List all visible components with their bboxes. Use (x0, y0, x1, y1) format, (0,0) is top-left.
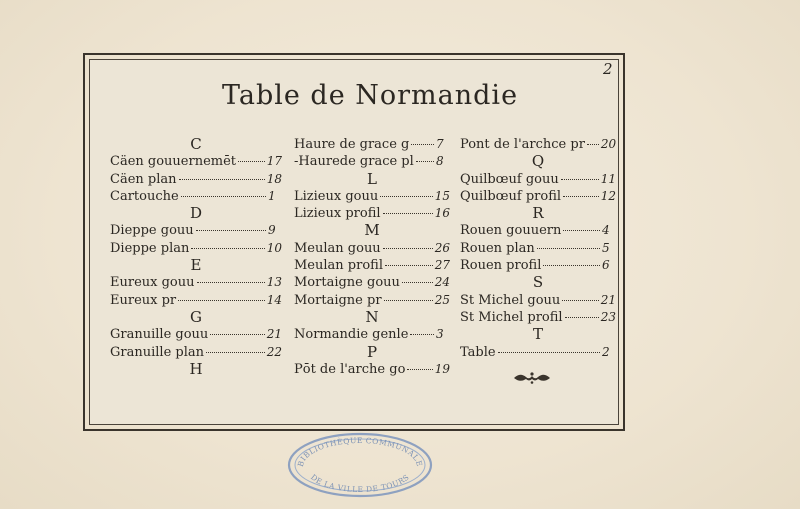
entry-name: Pōt de l'arche go (294, 361, 406, 377)
index-column-1 (110, 136, 282, 378)
dot-leader (191, 248, 264, 249)
index-entry (294, 257, 450, 274)
entry-name: Meulan profil (294, 258, 383, 274)
entry-page-number: 25 (434, 292, 450, 307)
entry-name: Granuille plan (110, 344, 204, 360)
section-letter: D (189, 204, 203, 223)
section-letter: L (367, 169, 377, 188)
entry-name: Quilbœuf profil (460, 188, 562, 204)
dot-leader (181, 196, 266, 197)
entry-page-number: 13 (266, 275, 282, 290)
dot-leader (561, 179, 599, 180)
entry-page-number: 20 (600, 137, 617, 151)
index-entry (294, 205, 450, 222)
section-letter: N (365, 307, 379, 326)
stamp-bottom-text: DE LA VILLE DE TOURS (308, 472, 412, 495)
dot-leader (196, 230, 266, 231)
dot-leader (416, 161, 434, 162)
entry-name: Granuille gouu (110, 327, 209, 343)
section-letter: T (532, 325, 543, 344)
section-letter: M (364, 221, 380, 240)
dot-leader (410, 334, 434, 335)
stamp-top-text: BIBLIOTHÈQUE COMMUNALE (295, 435, 425, 468)
entry-name: Rouen gouuern (460, 223, 562, 239)
dot-leader (562, 300, 598, 301)
entry-name: Eureux pr (110, 292, 177, 308)
index-entry (110, 326, 282, 343)
entry-page-number: 7 (436, 137, 444, 151)
entry-page-number: 17 (266, 154, 282, 169)
entry-name: Rouen plan (460, 240, 535, 256)
dot-leader (383, 248, 433, 249)
entry-page-number: 3 (436, 327, 444, 342)
entry-page-number: 15 (434, 188, 450, 203)
entry-name: Cäen plan (110, 171, 177, 187)
index-entry (460, 240, 616, 257)
index-entry (294, 361, 450, 378)
index-entry (110, 188, 282, 205)
entry-name: Haure de grace g (294, 137, 410, 152)
entry-name: Dieppe plan (110, 240, 190, 256)
index-column-2 (294, 136, 450, 378)
entry-page-number: 9 (268, 223, 276, 238)
library-stamp (287, 432, 433, 498)
index-entry (294, 274, 450, 291)
index-entry (110, 240, 282, 257)
section-letter: G (190, 307, 202, 326)
index-entry (110, 344, 282, 361)
index-entry (110, 222, 282, 239)
entry-page-number: 27 (434, 258, 450, 273)
section-letter: R (532, 204, 544, 223)
entry-page-number: 6 (602, 258, 610, 273)
fleuron-ornament-icon (512, 371, 552, 385)
entry-page-number: 10 (266, 240, 282, 255)
entry-name: Quilbœuf gouu (460, 171, 559, 187)
entry-name: St Michel gouu (460, 292, 561, 308)
entry-page-number: 2 (602, 344, 610, 359)
index-column-3 (460, 136, 616, 361)
section-letter: C (190, 135, 202, 153)
index-entry (110, 274, 282, 291)
index-entry (460, 171, 616, 188)
entry-name: Mortaigne pr (294, 292, 382, 308)
entry-page-number: 19 (434, 361, 450, 376)
index-entry (460, 188, 616, 205)
entry-name: Dieppe gouu (110, 223, 194, 239)
entry-name: Cäen gouuernemēt (110, 154, 237, 170)
entry-page-number: 5 (602, 240, 610, 255)
dot-leader (543, 265, 600, 266)
index-entry (460, 136, 616, 153)
entry-page-number: 22 (266, 344, 282, 359)
index-entry (110, 153, 282, 170)
dot-leader (238, 161, 265, 162)
index-entry (294, 292, 450, 309)
index-entry (110, 292, 282, 309)
entry-page-number: 12 (600, 188, 616, 203)
entry-page-number: 21 (600, 292, 616, 307)
entry-page-number: 14 (266, 292, 282, 307)
section-letter: H (189, 359, 203, 378)
entry-name: St Michel profil (460, 309, 563, 325)
index-entry (294, 326, 450, 343)
section-letter: P (366, 342, 378, 361)
entry-name: Lizieux gouu (294, 188, 379, 204)
dot-leader (587, 144, 599, 145)
dot-leader (402, 282, 433, 283)
dot-leader (537, 248, 600, 249)
dot-leader (563, 230, 600, 231)
dot-leader (384, 300, 433, 301)
entry-name: Table (460, 344, 496, 360)
index-entry (294, 188, 450, 205)
page-title-text: Table de Normandie (221, 80, 519, 111)
index-entry (294, 136, 450, 153)
dot-leader (563, 196, 599, 197)
dot-leader (206, 352, 265, 353)
entry-page-number: 24 (434, 275, 450, 290)
section-letter: Q (531, 152, 545, 171)
dot-leader (385, 265, 433, 266)
page-title (0, 80, 800, 111)
entry-page-number: 18 (266, 171, 282, 186)
index-entry (460, 257, 616, 274)
entry-name: Pont de l'archce pr (460, 137, 585, 152)
entry-name: Rouen profil (460, 258, 542, 274)
entry-name: Eureux gouu (110, 275, 195, 291)
entry-page-number: 16 (434, 206, 450, 221)
entry-page-number: 21 (266, 327, 282, 342)
index-entry (460, 292, 616, 309)
section-letter: E (190, 256, 202, 275)
index-entry (460, 344, 616, 361)
index-entry (460, 222, 616, 239)
dot-leader (411, 144, 434, 145)
dot-leader (178, 300, 265, 301)
index-entry (294, 153, 450, 170)
entry-name: -Haurede grace pl (294, 154, 414, 170)
entry-page-number: 4 (602, 223, 610, 238)
dot-leader (498, 352, 600, 353)
dot-leader (565, 317, 599, 318)
entry-page-number: 26 (434, 240, 450, 255)
entry-name: Normandie genle (294, 327, 409, 343)
page-number: 2 (603, 60, 613, 78)
entry-page-number: 8 (436, 154, 444, 169)
entry-page-number: 11 (600, 171, 616, 186)
dot-leader (197, 282, 265, 283)
entry-name: Mortaigne gouu (294, 275, 400, 291)
section-letter: S (532, 273, 544, 292)
index-entry (294, 240, 450, 257)
index-entry (460, 309, 616, 326)
entry-page-number: 23 (600, 309, 616, 324)
dot-leader (179, 179, 265, 180)
dot-leader (210, 334, 264, 335)
dot-leader (380, 196, 432, 197)
dot-leader (407, 369, 432, 370)
entry-name: Cartouche (110, 188, 179, 204)
index-entry (110, 171, 282, 188)
entry-name: Meulan gouu (294, 240, 381, 256)
entry-page-number: 1 (268, 188, 276, 203)
dot-leader (383, 213, 433, 214)
entry-name: Lizieux profil (294, 206, 381, 222)
